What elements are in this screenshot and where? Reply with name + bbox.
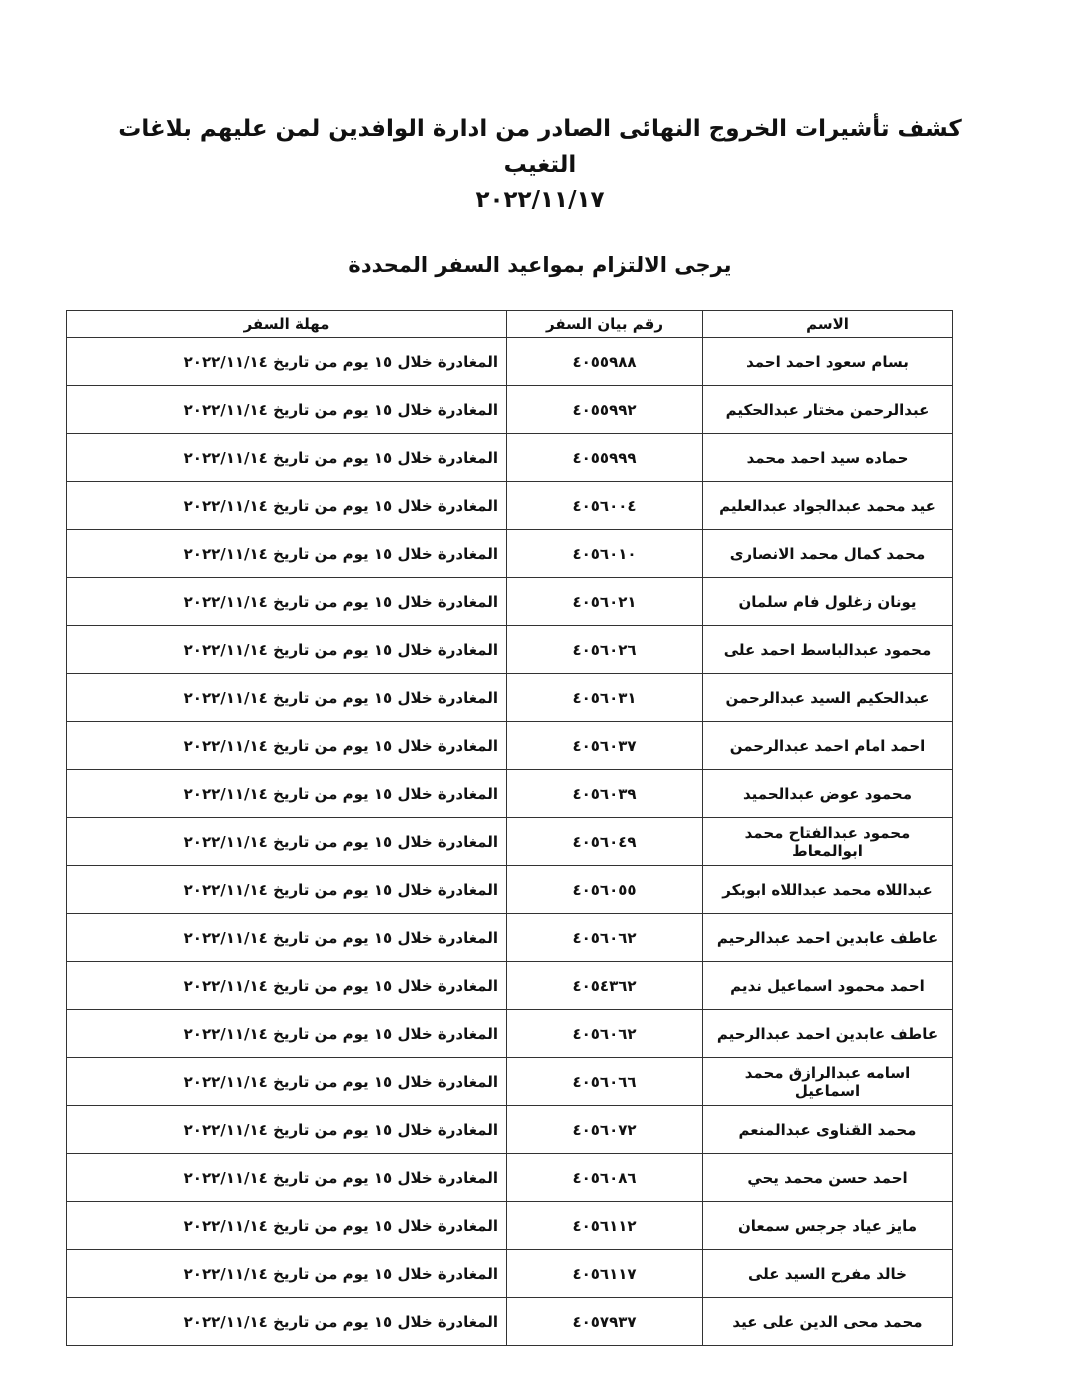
cell-number: ٤٠٥٦٠١٠ [507,530,703,578]
cell-number: ٤٠٥٦٠٥٥ [507,866,703,914]
cell-deadline: المغادرة خلال ١٥ يوم من تاريخ ٢٠٢٢/١١/١٤ [67,530,507,578]
cell-number: ٤٠٥٦٠٦٦ [507,1058,703,1106]
cell-name: عبدالحكيم السيد عبدالرحمن [703,674,953,722]
cell-name: احمد حسن محمد يحي [703,1154,953,1202]
visa-table [66,310,953,1346]
table-row [67,674,953,722]
cell-name: محمد القناوى عبدالمنعم [703,1106,953,1154]
table-row [67,530,953,578]
cell-deadline: المغادرة خلال ١٥ يوم من تاريخ ٢٠٢٢/١١/١٤ [67,482,507,530]
cell-name: محمود عوض عبدالحميد [703,770,953,818]
table-row [67,386,953,434]
table-row [67,482,953,530]
cell-deadline: المغادرة خلال ١٥ يوم من تاريخ ٢٠٢٢/١١/١٤ [67,1106,507,1154]
cell-number: ٤٠٥٦٠٨٦ [507,1154,703,1202]
table-row [67,338,953,386]
cell-name: بسام سعود احمد احمد [703,338,953,386]
table-row [67,1202,953,1250]
cell-number: ٤٠٥٦٠٧٢ [507,1106,703,1154]
table-row [67,434,953,482]
cell-name: عيد محمد عبدالجواد عبدالعليم [703,482,953,530]
cell-number: ٤٠٥٦١١٧ [507,1250,703,1298]
cell-number: ٤٠٥٦٠٤٩ [507,818,703,866]
table-row [67,1298,953,1346]
cell-name: حماده سيد احمد محمد [703,434,953,482]
document-subtitle: يرجى الالتزام بمواعيد السفر المحددة [348,252,732,277]
cell-deadline: المغادرة خلال ١٥ يوم من تاريخ ٢٠٢٢/١١/١٤ [67,1202,507,1250]
cell-name: مايز عياد جرجس سمعان [703,1202,953,1250]
cell-deadline: المغادرة خلال ١٥ يوم من تاريخ ٢٠٢٢/١١/١٤ [67,962,507,1010]
cell-deadline: المغادرة خلال ١٥ يوم من تاريخ ٢٠٢٢/١١/١٤ [67,626,507,674]
cell-name: عاطف عابدين احمد عبدالرحيم [703,914,953,962]
cell-number: ٤٠٥٦٠٣١ [507,674,703,722]
cell-deadline: المغادرة خلال ١٥ يوم من تاريخ ٢٠٢٢/١١/١٤ [67,386,507,434]
table-row [67,770,953,818]
cell-number: ٤٠٥٦١١٢ [507,1202,703,1250]
table-row [67,1154,953,1202]
cell-deadline: المغادرة خلال ١٥ يوم من تاريخ ٢٠٢٢/١١/١٤ [67,866,507,914]
cell-deadline: المغادرة خلال ١٥ يوم من تاريخ ٢٠٢٢/١١/١٤ [67,1298,507,1346]
table-body [67,338,953,1346]
visa-table-container [67,310,953,1346]
cell-number: ٤٠٥٦٠٣٩ [507,770,703,818]
cell-name: محمد محى الدين على عيد [703,1298,953,1346]
cell-number: ٤٠٥٦٠٢٦ [507,626,703,674]
document-header [0,0,1080,277]
document-title-text: كشف تأشيرات الخروج النهائى الصادر من ادارة الوافدين لمن عليهم بلاغات التغيب [118,116,962,178]
cell-number: ٤٠٥٦٠٣٧ [507,722,703,770]
cell-number: ٤٠٥٥٩٨٨ [507,338,703,386]
cell-number: ٤٠٥٧٩٣٧ [507,1298,703,1346]
cell-number: ٤٠٥٥٩٩٩ [507,434,703,482]
table-row [67,866,953,914]
cell-deadline: المغادرة خلال ١٥ يوم من تاريخ ٢٠٢٢/١١/١٤ [67,1250,507,1298]
cell-deadline: المغادرة خلال ١٥ يوم من تاريخ ٢٠٢٢/١١/١٤ [67,1010,507,1058]
cell-name: عبدالرحمن مختار عبدالحكيم [703,386,953,434]
column-header-number: رقم بيان السفر [507,311,703,338]
cell-deadline: المغادرة خلال ١٥ يوم من تاريخ ٢٠٢٢/١١/١٤ [67,338,507,386]
cell-name: احمد امام احمد عبدالرحمن [703,722,953,770]
cell-number: ٤٠٥٦٠٦٢ [507,914,703,962]
cell-deadline: المغادرة خلال ١٥ يوم من تاريخ ٢٠٢٢/١١/١٤ [67,578,507,626]
table-row [67,1250,953,1298]
cell-name: خالد مفرح السيد على [703,1250,953,1298]
cell-name: محمد كمال محمد الانصارى [703,530,953,578]
cell-name: عاطف عابدين احمد عبدالرحيم [703,1010,953,1058]
cell-number: ٤٠٥٦٠٦٢ [507,1010,703,1058]
document-title-date: ٢٠٢٢/١١/١٧ [475,187,605,214]
cell-deadline: المغادرة خلال ١٥ يوم من تاريخ ٢٠٢٢/١١/١٤ [67,818,507,866]
table-row [67,818,953,866]
cell-name: محمود عبدالفتاح محمد ابوالمعاط [703,818,953,866]
cell-deadline: المغادرة خلال ١٥ يوم من تاريخ ٢٠٢٢/١١/١٤ [67,1154,507,1202]
column-header-deadline: مهلة السفر [67,311,507,338]
column-header-name: الاسم [703,311,953,338]
cell-name: يونان زغلول فام سلمان [703,578,953,626]
cell-deadline: المغادرة خلال ١٥ يوم من تاريخ ٢٠٢٢/١١/١٤ [67,1058,507,1106]
cell-number: ٤٠٥٦٠٢١ [507,578,703,626]
cell-deadline: المغادرة خلال ١٥ يوم من تاريخ ٢٠٢٢/١١/١٤ [67,434,507,482]
cell-name: اسامه عبدالرازق محمد اسماعيل [703,1058,953,1106]
cell-name: عبداللاه محمد عبداللاه ابوبكر [703,866,953,914]
cell-number: ٤٠٥٤٣٦٢ [507,962,703,1010]
table-row [67,914,953,962]
cell-deadline: المغادرة خلال ١٥ يوم من تاريخ ٢٠٢٢/١١/١٤ [67,674,507,722]
table-row [67,578,953,626]
table-row [67,722,953,770]
table-row [67,626,953,674]
cell-name: محمود عبدالباسط احمد على [703,626,953,674]
table-header-row [67,311,953,338]
cell-number: ٤٠٥٦٠٠٤ [507,482,703,530]
cell-deadline: المغادرة خلال ١٥ يوم من تاريخ ٢٠٢٢/١١/١٤ [67,722,507,770]
table-row [67,1010,953,1058]
cell-number: ٤٠٥٥٩٩٢ [507,386,703,434]
cell-name: احمد محمود اسماعيل نديم [703,962,953,1010]
document-title [100,112,980,219]
table-row [67,962,953,1010]
table-row [67,1058,953,1106]
cell-deadline: المغادرة خلال ١٥ يوم من تاريخ ٢٠٢٢/١١/١٤ [67,770,507,818]
table-row [67,1106,953,1154]
cell-deadline: المغادرة خلال ١٥ يوم من تاريخ ٢٠٢٢/١١/١٤ [67,914,507,962]
